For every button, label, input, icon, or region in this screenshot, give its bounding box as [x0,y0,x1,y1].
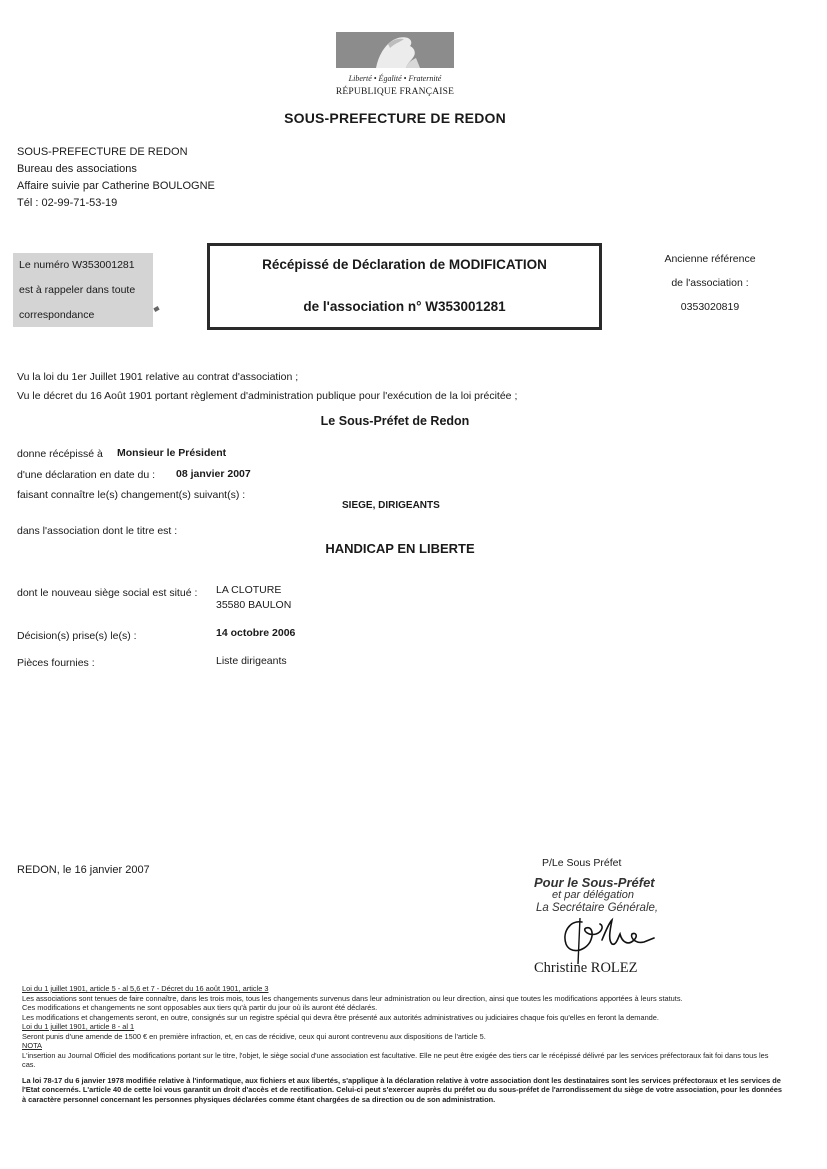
notes-heading: NOTA [22,1041,42,1050]
reference-note-line: est à rappeler dans toute [19,284,136,296]
legal-basis-line: Vu le décret du 16 Août 1901 portant règlement d'administration publique pour l'exécution de la loi précitée ; [17,390,518,402]
headquarters-label: dont le nouveau siège social est situé : [17,587,198,599]
association-title-label: dans l'association dont le titre est : [17,525,178,537]
sender-bureau: Bureau des associations [17,163,137,175]
legal-basis-line: Vu la loi du 1er Juillet 1901 relative au contrat d'association ; [17,371,299,383]
documents-label: Pièces fournies : [17,657,95,669]
reference-note-line: correspondance [19,309,95,321]
marianne-profile-icon [336,32,454,68]
decision-value: 14 octobre 2006 [216,627,296,639]
former-reference-value: 0353020819 [680,301,740,313]
documents-value: Liste dirigeants [216,655,287,667]
sender-phone: Tél : 02-99-71-53-19 [17,197,118,209]
notes-paragraph: Les associations sont tenues de faire connaître, dans les trois mois, tous les changements survenus dans leur administration ou leur direction, ainsi que toutes les modifications apportées à leurs statuts. [22,993,683,1003]
changes-value: SIEGE, DIRIGEANTS [342,500,440,511]
recipient-value: Monsieur le Président [117,447,227,459]
declaration-date-label: d'une déclaration en date du : [17,469,156,481]
issuing-authority: Le Sous-Préfet de Redon [320,414,470,428]
republic-motto: Liberté • Égalité • Fraternité [348,74,442,83]
reference-note-line: Le numéro W353001281 [19,259,135,271]
sender-office: SOUS-PREFECTURE DE REDON [17,146,188,158]
scan-mark [153,306,159,312]
former-reference-label: de l'association : [671,277,749,289]
headquarters-address-line2: 35580 BAULON [216,599,292,611]
notes-paragraph: Ces modifications et changements ne sont opposables aux tiers qu'à partir du jour où ils auront été déclarés. [22,1003,378,1012]
sender-block [17,144,215,212]
receipt-title: Récépissé de Déclaration de MODIFICATION [262,257,547,272]
headquarters-address-line1: LA CLOTURE [216,584,282,596]
notes-paragraph: Les modifications et changements seront, en outre, consignés sur un registre spécial qui devra être présenté aux autorités administratives ou judiciaires chaque fois qu'elles en feront la demande. [22,1012,659,1022]
sender-contact: Affaire suivie par Catherine BOULOGNE [17,180,215,192]
signatory-title: P/Le Sous Préfet [542,857,622,869]
marianne-logo [336,32,454,68]
notes-paragraph: La loi 78-17 du 6 janvier 1978 modifiée relative à l'informatique, aux fichiers et aux libertés, s'applique à la déclaration relative à votre association dont les destinataires sont les services préfectoraux et les services de l'Etat concernés. L'article 40 de cette loi vous garantit un droit d'accès et de rectification. Celui-ci peut s'exercer auprès du préfet ou du sous-préfet de l'arrondissement du siège de votre association, pour les données à caractère personnel concernant les personnes physiques déclarées comme étant chargées de sa direction ou de son administration. [22,1075,782,1104]
stamp-line: La Secrétaire Générale, [536,902,659,914]
changes-label: faisant connaître le(s) changement(s) suivant(s) : [17,489,246,501]
legal-notes [22,984,782,1104]
notes-heading: Loi du 1 juillet 1901, article 5 - al 5,6 et 7 - Décret du 16 août 1901, article 3 [22,984,269,993]
notes-paragraph: Seront punis d'une amende de 1500 € en première infraction, et, en cas de récidive, ceux qui auront contrevenu aux dispositions de l'article 5. [22,1031,486,1041]
association-title-value: HANDICAP EN LIBERTE [325,541,475,556]
recipient-label: donne récépissé à [17,448,103,460]
place-and-date: REDON, le 16 janvier 2007 [17,864,150,876]
republic-name: RÉPUBLIQUE FRANÇAISE [335,87,455,97]
legal-basis [17,368,517,406]
declaration-date-value: 08 janvier 2007 [176,468,251,480]
stamp-line: et par délégation [552,889,634,901]
receipt-association-number: de l'association n° W353001281 [303,299,506,314]
signatory-name: Christine ROLEZ [534,960,638,976]
decision-label: Décision(s) prise(s) le(s) : [17,630,137,642]
notes-paragraph: L'insertion au Journal Officiel des modifications portant sur le titre, l'objet, le siège social d'une association est facultative. Elle ne peut être exigée des tiers car le récépissé délivré par les services préfectoraux fait foi dans tous les cas. [22,1050,769,1069]
reference-note [13,253,153,327]
notes-heading: Loi du 1 juillet 1901, article 8 - al 1 [22,1022,135,1031]
delegation-stamp [530,876,658,915]
former-reference [640,247,780,319]
stamp-line: Pour le Sous-Préfet [534,875,655,890]
page-title: SOUS-PREFECTURE DE REDON [284,110,506,126]
former-reference-label: Ancienne référence [664,253,756,265]
